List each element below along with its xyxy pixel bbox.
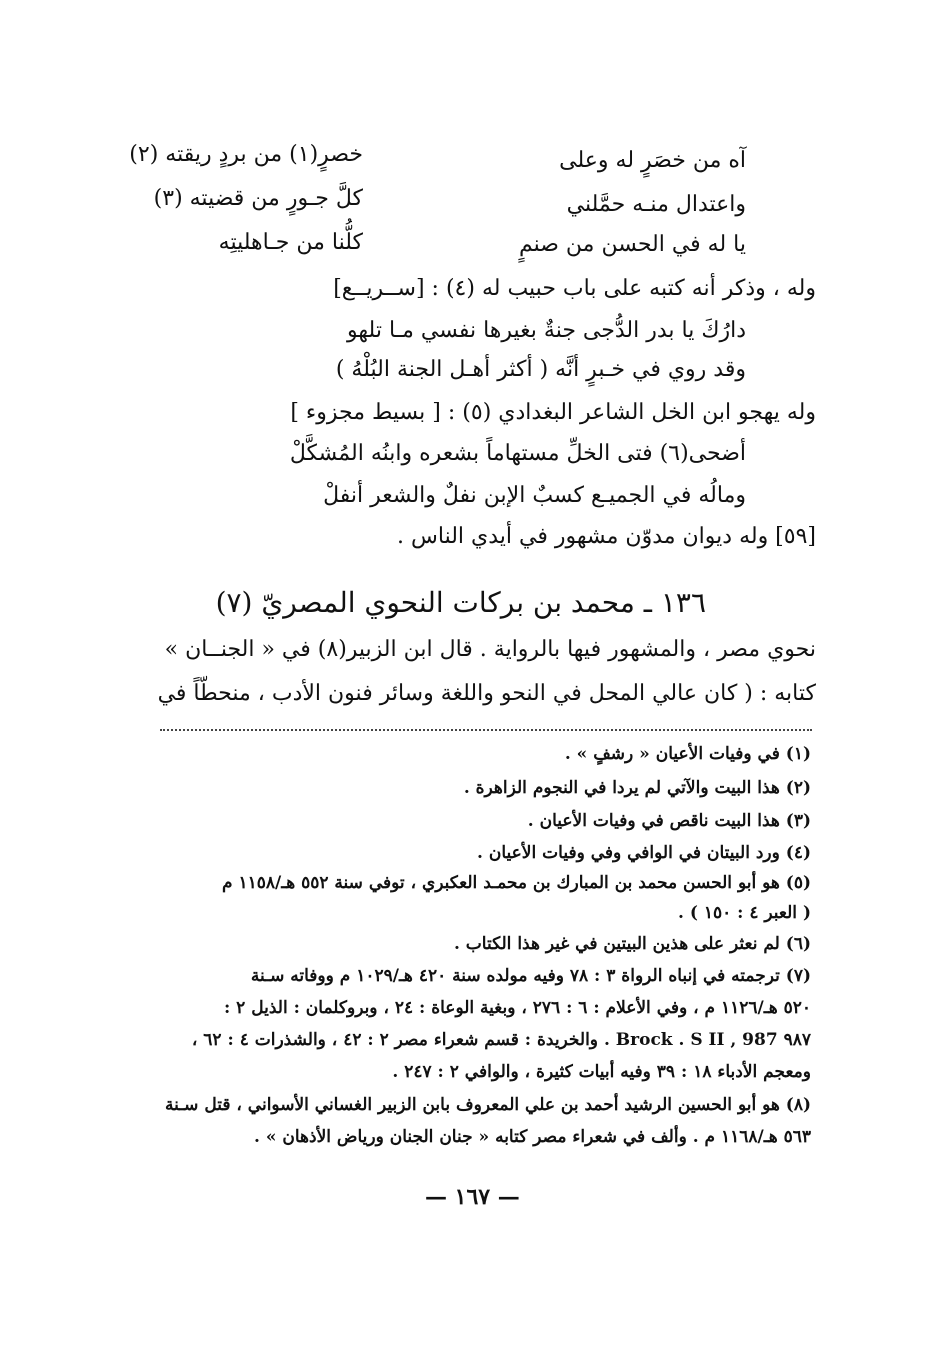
footnote-6: (٦) لم نعثر على هذين البيتين في غير هذا الكتاب . <box>453 934 811 954</box>
verse-2-first-hemistich: واعتدال منـه حمَّلني <box>566 192 746 217</box>
footnote-2: (٢) هذا البيت والآتي لم يردا في النجوم الزاهرة . <box>463 778 811 798</box>
footnote-1: (١) في وفيات الأعيان « رشفٍ » . <box>564 744 811 764</box>
poem-c-verse-1: أضحى(٦) فتى الخلِّ مستهاماً بشعره وابنُه المُشكَّلْ <box>289 441 746 466</box>
body-line-1: نحوي مصر ، والمشهور فيها بالرواية . قال ابن الزبير(٨) في « الجنــان » <box>164 637 816 662</box>
page-number: — ١٦٧ — <box>425 1184 520 1210</box>
verse-3-second-hemistich: كلُّنا من جـاهليتِه <box>218 230 363 255</box>
footnote-8: (٨) هو أبو الحسين الرشيد أحمد بن علي المعروف بابن الزبير الغساني الأسواني ، قتل سـنة <box>164 1095 811 1115</box>
footnote-5-cont: ( العبر ٤ : ١٥٠ ) . <box>678 903 811 923</box>
diwan-line: [٥٩] وله ديوان مدوّن مشهور في أيدي الناس . <box>397 524 816 549</box>
poem-intro-c: وله يهجو ابن الخل الشاعر البغدادي (٥) : [ بسيط مجزوء ] <box>290 400 816 425</box>
footnote-7: (٧) ترجمته في إنباه الرواة ٣ : ٧٨ وفيه مولده سنة ٤٢٠ هـ/١٠٢٩ م ووفاته سـنة <box>250 966 811 986</box>
footnote-5: (٥) هو أبو الحسن محمد بن المبارك بن محمـد العكبري ، توفي سنة ٥٥٢ هـ/١١٥٨ م <box>222 873 811 893</box>
poem-b-verse-2: وقد روي في خـبرٍ أنَّه ( أكثر أهـل الجنة البُلْهُ ) <box>335 357 746 382</box>
footnote-7-cont-1: ٥٢٠ هـ/١١٢٦ م ، وفي الأعلام : ٦ : ٢٧٦ ، وبغية الوعاة : ٢٤ ، وبروكلمان : الذيل ٢ : <box>223 998 811 1018</box>
poem-intro-b: وله ، وذكر أنه كتبه على باب حبيب له (٤) : [ســريــع] <box>333 276 816 301</box>
verse-3-first-hemistich: يا له في الحسن من صنمٍ <box>518 232 746 257</box>
footnote-4: (٤) ورد البيتان في الوافي وفي وفيات الأعيان . <box>477 843 811 863</box>
poem-c-verse-2: ومالُه في الجميـع كسبٌ الإبن نفلٌ والشعر أنفلْ <box>323 483 746 508</box>
poem-b-verse-1: دارُكَ يا بدر الدُّجى جنةٌ بغيرها نفسي مـا تلهو <box>347 318 746 343</box>
body-line-2: كتابه : ( كان عالي المحل في النحو واللغة وسائر فنون الأدب ، منحطّاً في <box>157 681 816 706</box>
verse-2-second-hemistich: كلَّ جـورٍ من قضيته (٣) <box>153 186 363 211</box>
footnote-7-cont-3: ومعجم الأدباء ١٨ : ٣٩ وفيه أبيات كثيرة ، والوافي ٢ : ٢٤٧ . <box>392 1062 811 1082</box>
footnote-separator <box>160 729 812 731</box>
footnote-8-cont: ٥٦٣ هـ/١١٦٨ م . وألف في شعراء مصر كتابه « جنان الجنان ورياض الأذهان » . <box>254 1127 811 1147</box>
footnote-3: (٣) هذا البيت ناقص في وفيات الأعيان . <box>527 811 811 831</box>
footnote-7-cont-2: ٩٨٧ Brock . S II , 987 . والخريدة : قسم شعراء مصر ٢ : ٤٢ ، والشذرات ٤ : ٦٢ ، <box>191 1030 811 1050</box>
entry-heading: ١٣٦ ـ محمد بن بركات النحوي المصريّ (٧) <box>215 586 706 619</box>
verse-1-second-hemistich: خصرٍ(١) من بردٍ ريقته (٢) <box>129 142 363 167</box>
verse-1-first-hemistich: آه من خصَرٍ له وعلى <box>559 148 746 173</box>
